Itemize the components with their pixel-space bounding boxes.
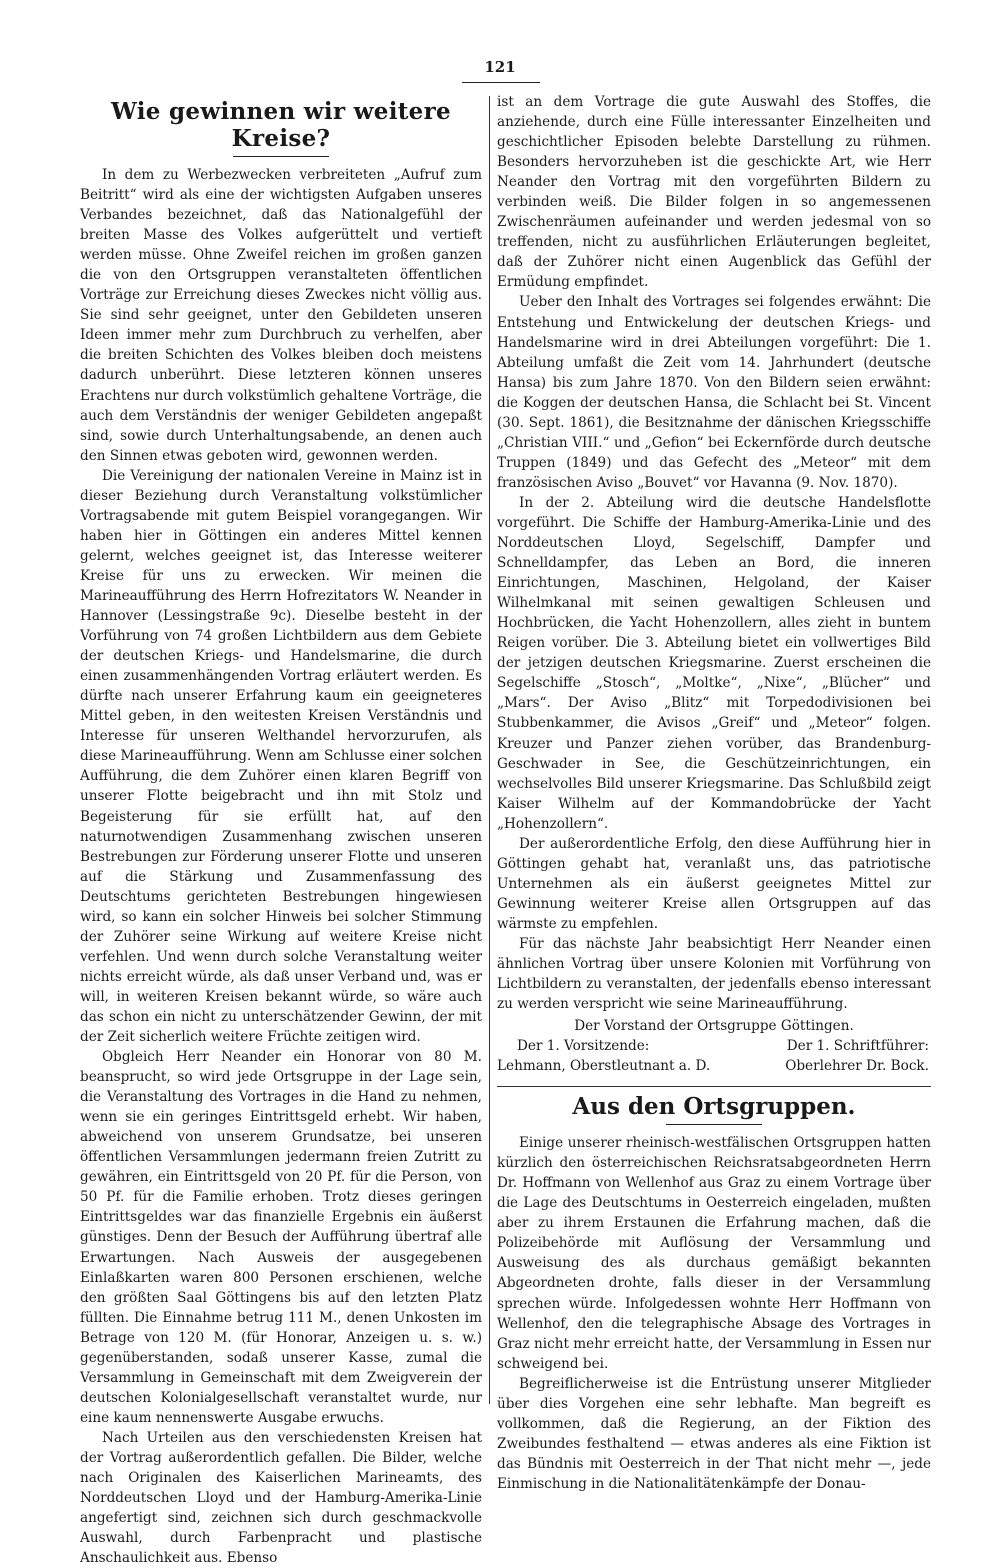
- signature-left-name: Lehmann, Oberstleutnant a. D.: [497, 1058, 711, 1075]
- article-paragraph: Der außerordentliche Erfolg, den diese Aufführung hier in Göttingen gehabt hat, veranlaßt uns, das patriotische Unternehmen als ein äußerst geeignetes Mittel zur Gewinnung weiterer Kreise allen Ortsgruppen auf das wärmste zu empfehlen.: [497, 835, 931, 932]
- signature-roles: [497, 1036, 931, 1056]
- signature-right-role: Der 1. Schriftführer:: [786, 1038, 929, 1055]
- section-divider: [497, 1086, 931, 1087]
- signature-board: Der Vorstand der Ortsgruppe Göttingen.: [574, 1018, 854, 1035]
- article-paragraph: In dem zu Werbezwecken verbreiteten „Aufruf zum Beitritt“ wird als eine der wichtigsten Aufgaben unseres Verbandes bezeichnet, daß das Nationalgefühl der breiten Masse des Volkes aufgerüttelt und vertieft werden müsse. Ohne Zweifel reichen im großen ganzen die von den Ortsgruppen veranstalteten öffentlichen Vorträge zur Erreichung dieses Zweckes nicht völlig aus. Sie sind sehr geeignet, unter den Gebildeten unseren Ideen immer mehr zum Durchbruch zu verhelfen, aber die breiten Schichten des Volkes bleiben doch meistens dadurch unberührt. Diese letzteren können unseres Erachtens nur durch volkstümlich gehaltene Vorträge, die auch dem Verständnis der weniger Gebildeten angepaßt sind, sowie durch Unterhaltungsabende, an denen auch den Sinnen etwas geboten wird, gewonnen werden.: [80, 167, 482, 464]
- article-paragraph: Obgleich Herr Neander ein Honorar von 80 M. beansprucht, so wird jede Ortsgruppe in der Lage sein, die Veranstaltung des Vortrages in die Hand zu nehmen, wenn sie ein geringes Eintrittsgeld erhebt. Wir haben, abweichend von unserem Grundsatze, bei unseren öffentlichen Versammlungen jedermann freien Zutritt zu gewähren, ein Eintrittsgeld von 20 Pf. für die Person, von 50 Pf. für die Familie erhoben. Trotz dieses geringen Eintrittsgeldes war das finanzielle Ergebnis ein äußerst günstiges. Denn der Besuch der Aufführung übertraf alle Erwartungen. Nach Ausweis der ausgegebenen Einlaßkarten waren 800 Personen erschienen, welche den größten Saal Göttingens bis auf den letzten Platz füllten. Die Einnahme betrug 111 M., denen Unkosten im Betrage von 120 M. (für Honorar, Anzeigen u. s. w.) gegenüberstanden, sodaß unserer Kasse, zumal die Versammlung in Gemeinschaft mit dem Zweigverein der deutschen Kolonialgesellschaft veranstaltet wurde, nur eine kaum nennenswerte Ausgabe erwuchs.: [80, 1049, 482, 1426]
- article-title-text: Wie gewinnen wir weitere Kreise?: [111, 98, 451, 152]
- article-paragraph: Ueber den Inhalt des Vortrages sei folgendes erwähnt: Die Entstehung und Entwickelung der deutschen Kriegs- und Handelsmarine wird in drei Abteilungen vorgeführt: Die 1. Abteilung umfaßt die Zeit vom 14. Jahrhundert (deutsche Hansa) bis zum Jahre 1870. Von den Bildern seien erwähnt: die Koggen der deutschen Hansa, die Schlacht bei St. Vincent (30. Sept. 1861), die Besitznahme der dänischen Kriegsschiffe „Christian VIII.“ und „Gefion“ bei Eckernförde durch deutsche Truppen (1849) und das Gefecht des „Meteor“ mit dem französischen Aviso „Bouvet“ vor Havanna (9. Nov. 1870).: [497, 294, 931, 491]
- header-rule: [462, 82, 540, 83]
- article-paragraph: Einige unserer rheinisch-westfälischen Ortsgruppen hatten kürzlich den österreichischen Reichsratsabgeordneten Herrn Dr. Hoffmann von Wellenhof aus Graz zu einem Vortrage über die Lage des Deutschtums in Oesterreich eingeladen, mußten aber zu ihrem Erstaunen die Erfahrung machen, daß die Polizeibehörde mit Auflösung der Versammlung und Ausweisung des als durchaus gemäßigt bekannten Abgeordneten drohte, falls dieser in der Versammlung sprechen würde. Infolgedessen wohnte Herr Hoffmann von Wellenhof, den die telegraphische Absage des Vortrages in Graz nicht mehr erreicht hatte, der Versammlung in Essen nur schweigend bei.: [497, 1135, 931, 1372]
- title-rule: [233, 156, 329, 157]
- article-paragraph: Begreiflicherweise ist die Entrüstung unserer Mitglieder über dies Vorgehen eine sehr lebhafte. Man begreift es vollkommen, daß die Regierung, an der Fiktion des Zweibundes festhaltend — etwas anderes als eine Fiktion ist das Bündnis mit Oesterreich in der That nicht mehr —, jede Einmischung in die Nationalitätenkämpfe der Donau-: [497, 1375, 931, 1492]
- column-divider: [489, 96, 490, 1404]
- signature-left-role: Der 1. Vorsitzende:: [517, 1038, 650, 1055]
- right-column: [497, 92, 931, 1494]
- left-column: [80, 92, 482, 1568]
- article-paragraph: In der 2. Abteilung wird die deutsche Handelsflotte vorgeführt. Die Schiffe der Hamburg-Amerika-Linie und des Norddeutschen Lloyd, Segelschiff, Dampfer und Schnelldampfer, das Leben an Bord, die inneren Einrichtungen, Maschinen, Helgoland, der Kaiser Wilhelmkanal mit seinen gewaltigen Schleusen und Hochbrücken, die Yacht Hohenzollern, alles zieht in buntem Reigen vorüber. Die 3. Abteilung bietet ein vollwertiges Bild der jetzigen deutschen Kriegsmarine. Zuerst erscheinen die Segelschiffe „Stosch“, „Moltke“, „Nixe“, „Blücher“ und „Mars“. Der Aviso „Blitz“ mit Torpedodivisionen bei Stubbenkammer, die Avisos „Greif“ und „Meteor“ folgen. Kreuzer und Panzer ziehen vorüber, das Brandenburg-Geschwader in See, die Geschützeinrichtungen, ein wechselvolles Bild unserer Kriegsmarine. Das Schlußbild zeigt Kaiser Wilhelm auf der Kommandobrücke der Yacht „Hohenzollern“.: [497, 494, 931, 832]
- article-paragraph: Nach Urteilen aus den verschiedensten Kreisen hat der Vortrag außerordentlich gefallen. Die Bilder, welche nach Originalen des Kaiserlichen Marineamts, des Norddeutschen Lloyd und der Hamburg-Amerika-Linie angefertigt sind, zeichnen sich durch geschmackvolle Auswahl, durch Farbenpracht und plastische Anschaulichkeit aus. Ebenso: [80, 1429, 482, 1567]
- article-paragraph: Die Vereinigung der nationalen Vereine in Mainz ist in dieser Beziehung durch Veranstaltung volkstümlicher Vortragsabende mit gutem Beispiel vorangegangen. Wir haben hier in Göttingen ein anderes Mittel kennen gelernt, welches geeignet ist, das Interesse weiterer Kreise für uns zu erwecken. Wir meinen die Marineaufführung des Herrn Hofrezitators W. Neander in Hannover (Lessingstraße 9c). Dieselbe besteht in der Vorführung von 74 großen Lichtbildern aus dem Gebiete der deutschen Kriegs- und Handelsmarine, die durch einen zusammenhängenden Vortrag erläutert werden. Es dürfte nach unserer Erfahrung kaum ein geeigneteres Mittel geben, in den weitesten Kreisen Verständnis und Interesse für unseren Welthandel hervorzurufen, als diese Marineaufführung. Wenn am Schlusse einer solchen Aufführung, die dem Zuhörer einen klaren Begriff von unserer Flotte beigebracht und ihn mit Stolz und Begeisterung für sie erfüllt hat, auf den naturnotwendigen Zusammenhang zwischen unseren Bestrebungen zur Förderung unserer Flotte und unseren auf die Stärkung und Zusammenfassung des Deutschtums gerichteten Bestrebungen hingewiesen wird, so kann ein solcher Hinweis bei solcher Stimmung der Zuhörer seine Wirkung auf weitere Kreise nicht verfehlen. Und wenn durch solche Veranstaltung weiter nichts erreicht würde, als daß unser Verband und, was er will, in weiteren Kreisen bekannt würde, so wäre auch das schon ein nicht zu unterschätzender Gewinn, der mit der Zeit sicherlich weitere Früchte zeitigen wird.: [80, 467, 482, 1046]
- title-rule: [666, 1124, 762, 1125]
- section-title: [497, 1093, 931, 1125]
- article-paragraph: ist an dem Vortrage die gute Auswahl des Stoffes, die anziehende, durch eine Fülle interessanter Einzelheiten und geschichtlicher Episoden belebte Darstellung zu rühmen. Besonders hervorzuheben ist die geschickte Art, wie Herr Neander den Vortrag mit den vorgeführten Bildern zu verbinden weiß. Die Bilder folgen in so angemessenen Zwischenräumen aufeinander und werden jedesmal von so treffenden, nicht zu ausführlichen Erläuterungen begleitet, daß der Zuhörer nicht einen Augenblick das Gefühl der Ermüdung empfindet.: [497, 94, 931, 291]
- signature-right-name: Oberlehrer Dr. Bock.: [785, 1058, 929, 1075]
- signature-names: [497, 1056, 931, 1076]
- article-title: [80, 98, 482, 157]
- page-number: 121: [484, 58, 516, 76]
- section-title-text: Aus den Ortsgruppen.: [572, 1093, 856, 1121]
- article-paragraph: Für das nächste Jahr beabsichtigt Herr Neander einen ähnlichen Vortrag über unsere Kolonien mit Vorführung von Lichtbildern zu veranstalten, der jedenfalls ebenso interessant zu werden verspricht wie seine Marineaufführung.: [497, 935, 931, 1013]
